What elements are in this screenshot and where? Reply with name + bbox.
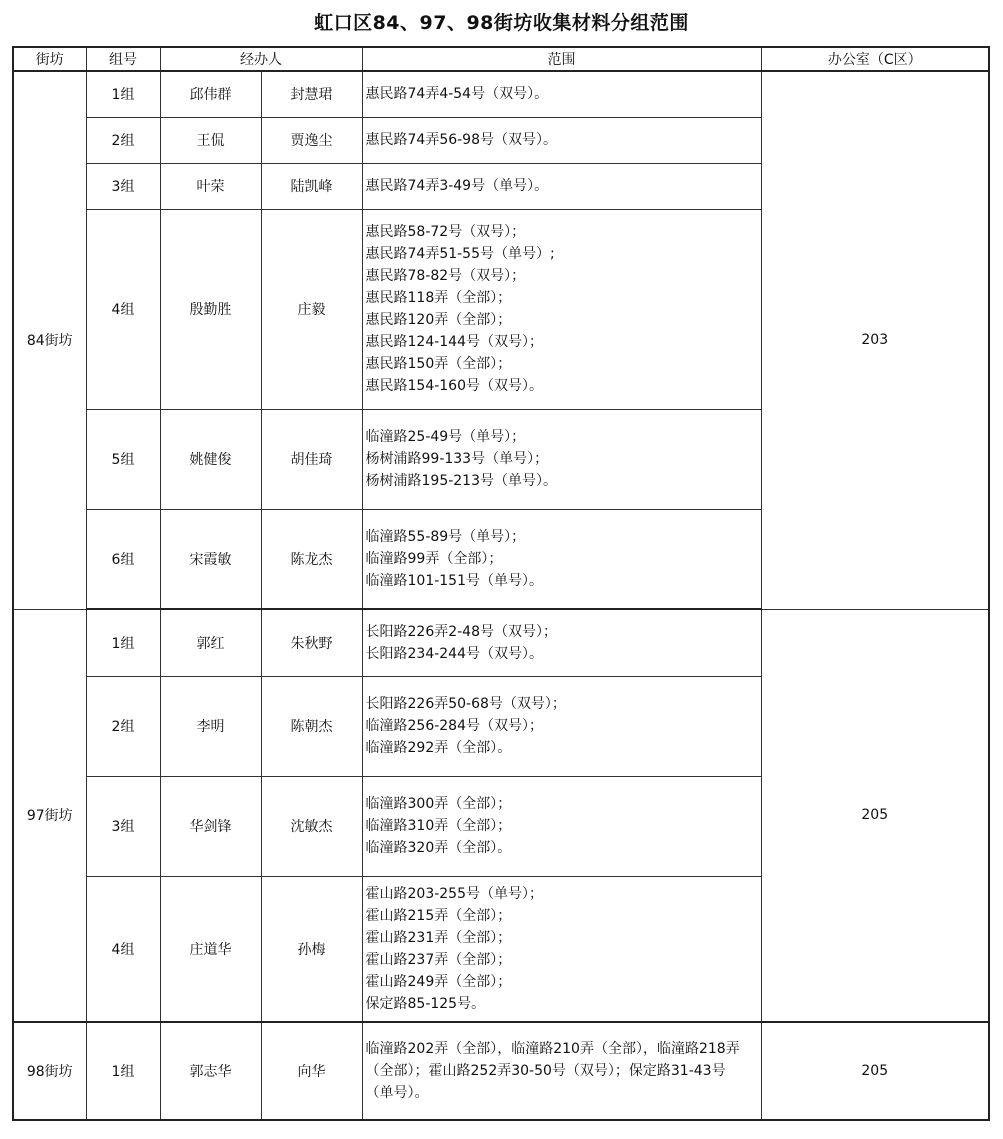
handler-secondary: 陈朝杰 xyxy=(261,676,362,776)
handler-primary: 华剑锋 xyxy=(160,776,261,876)
page-title: 虹口区84、97、98街坊收集材料分组范围 xyxy=(314,12,689,34)
office-room: 205 xyxy=(761,1022,989,1120)
range-cell: 霍山路203-255号（单号）； 霍山路215弄（全部）； 霍山路231弄（全部）； 霍山路237弄（全部）； 霍山路249弄（全部）； 保定路85-125号。 xyxy=(362,876,761,1022)
handler-secondary: 庄毅 xyxy=(261,209,362,409)
group-number: 4组 xyxy=(86,209,160,409)
handler-primary: 殷勤胜 xyxy=(160,209,261,409)
handler-secondary: 陆凯峰 xyxy=(261,163,362,209)
handler-secondary: 封慧珺 xyxy=(261,71,362,117)
table-row xyxy=(13,1022,989,1120)
handler-secondary: 贾逸尘 xyxy=(261,117,362,163)
handler-primary: 王侃 xyxy=(160,117,261,163)
handler-secondary: 沈敏杰 xyxy=(261,776,362,876)
handler-secondary: 孙梅 xyxy=(261,876,362,1022)
header-group: 组号 xyxy=(86,47,160,71)
group-number: 6组 xyxy=(86,509,160,609)
handler-secondary: 陈龙杰 xyxy=(261,509,362,609)
group-number: 3组 xyxy=(86,776,160,876)
range-cell: 临潼路300弄（全部）； 临潼路310弄（全部）； 临潼路320弄（全部）。 xyxy=(362,776,761,876)
range-cell: 惠民路74弄56-98号（双号）。 xyxy=(362,117,761,163)
header-row xyxy=(13,47,989,71)
handler-primary: 宋霞敏 xyxy=(160,509,261,609)
group-number: 1组 xyxy=(86,71,160,117)
range-cell: 临潼路202弄（全部），临潼路210弄（全部），临潼路218弄（全部）；霍山路252弄30-50号（双号）；保定路31-43号（单号）。 xyxy=(362,1022,761,1120)
handler-primary: 邱伟群 xyxy=(160,71,261,117)
range-cell: 惠民路74弄3-49号（单号）。 xyxy=(362,163,761,209)
group-number: 2组 xyxy=(86,676,160,776)
handler-primary: 姚健俊 xyxy=(160,409,261,509)
block-name: 84街坊 xyxy=(13,71,86,609)
range-cell: 惠民路74弄4-54号（双号）。 xyxy=(362,71,761,117)
grouping-table xyxy=(12,46,990,1121)
range-cell: 临潼路55-89号（单号）； 临潼路99弄（全部）； 临潼路101-151号（单号）。 xyxy=(362,509,761,609)
handler-primary: 郭红 xyxy=(160,609,261,676)
office-room: 205 xyxy=(761,609,989,1022)
group-number: 1组 xyxy=(86,1022,160,1120)
header-block: 街坊 xyxy=(13,47,86,71)
handler-primary: 郭志华 xyxy=(160,1022,261,1120)
group-number: 2组 xyxy=(86,117,160,163)
table-row xyxy=(13,71,989,117)
group-number: 3组 xyxy=(86,163,160,209)
group-number: 4组 xyxy=(86,876,160,1022)
handler-secondary: 朱秋野 xyxy=(261,609,362,676)
handler-secondary: 向华 xyxy=(261,1022,362,1120)
block-name: 97街坊 xyxy=(13,609,86,1022)
range-cell: 临潼路25-49号（单号）； 杨树浦路99-133号（单号）； 杨树浦路195-213号（单号）。 xyxy=(362,409,761,509)
range-cell: 长阳路226弄2-48号（双号）； 长阳路234-244号（双号）。 xyxy=(362,609,761,676)
handler-primary: 叶荣 xyxy=(160,163,261,209)
office-room: 203 xyxy=(761,71,989,609)
header-handlers: 经办人 xyxy=(160,47,362,71)
handler-primary: 庄道华 xyxy=(160,876,261,1022)
handler-secondary: 胡佳琦 xyxy=(261,409,362,509)
block-name: 98街坊 xyxy=(13,1022,86,1120)
range-cell: 惠民路58-72号（双号）； 惠民路74弄51-55号（单号）; 惠民路78-82号（双号）； 惠民路118弄（全部）； 惠民路120弄（全部）； 惠民路124-144号（双号）； 惠民路150弄（全部）； 惠民路154-160号（双号）。 xyxy=(362,209,761,409)
header-office: 办公室（C区） xyxy=(761,47,989,71)
group-number: 5组 xyxy=(86,409,160,509)
range-cell: 长阳路226弄50-68号（双号）； 临潼路256-284号（双号）； 临潼路292弄（全部）。 xyxy=(362,676,761,776)
header-range: 范围 xyxy=(362,47,761,71)
table-row xyxy=(13,609,989,676)
group-number: 1组 xyxy=(86,609,160,676)
handler-primary: 李明 xyxy=(160,676,261,776)
